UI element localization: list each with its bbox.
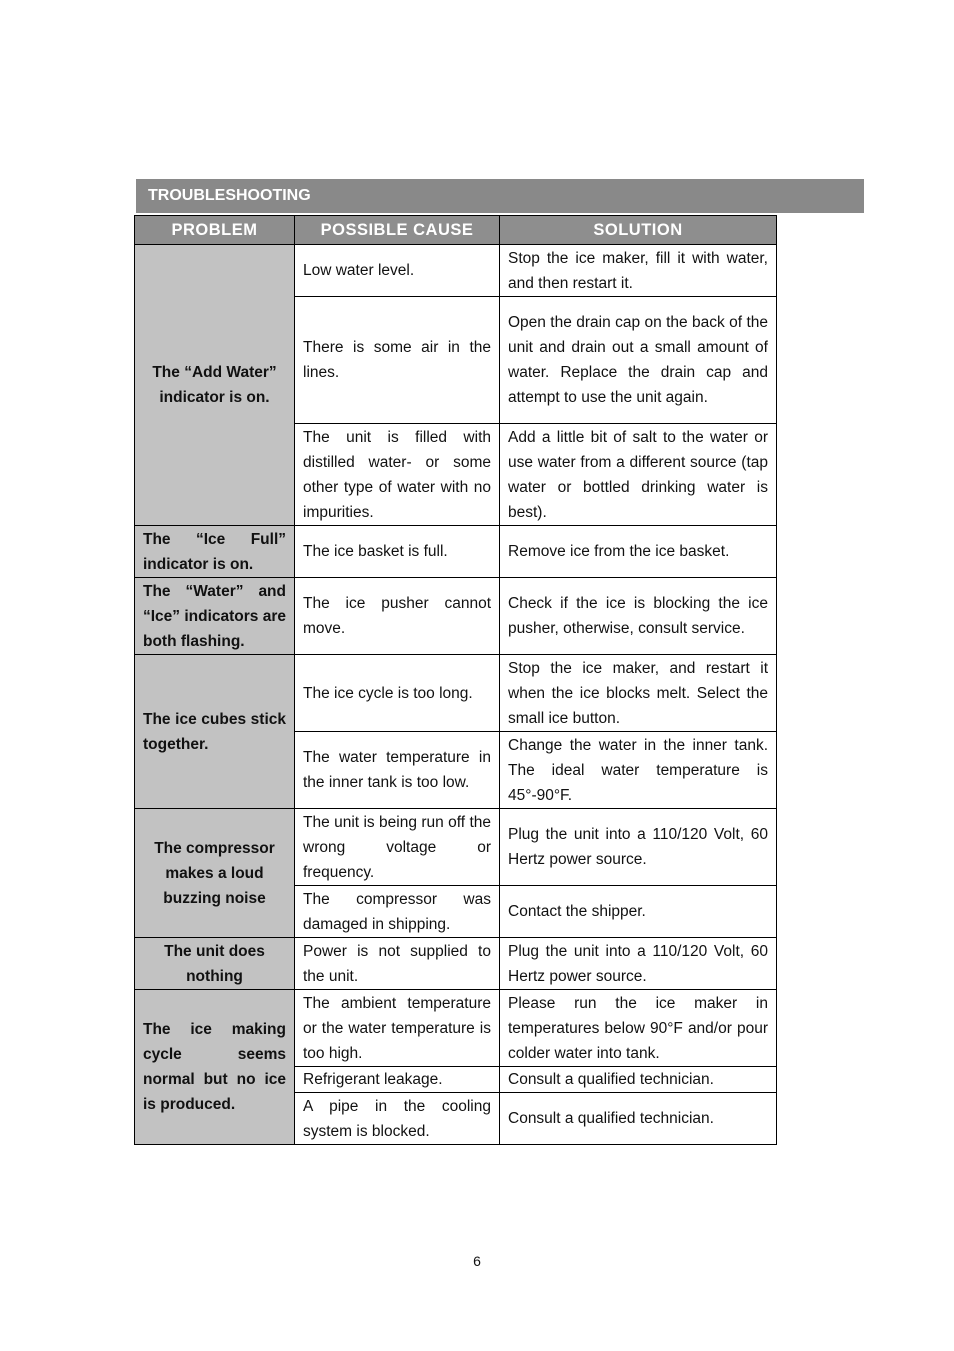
cause-cell: The water temperature in the inner tank is too low.: [295, 732, 500, 809]
table-row: [135, 990, 777, 1067]
header-problem: PROBLEM: [135, 216, 295, 245]
solution-cell: Change the water in the inner tank. The ideal water temperature is 45°-90°F.: [500, 732, 777, 809]
problem-add-water: The “Add Water” indicator is on.: [135, 245, 295, 526]
cause-cell: The ice pusher cannot move.: [295, 578, 500, 655]
solution-cell: Stop the ice maker, and restart it when the ice blocks melt. Select the small ice button.: [500, 655, 777, 732]
table-row: [135, 245, 777, 297]
problem-indicators-flashing: The “Water” and “Ice” indicators are both flashing.: [135, 578, 295, 655]
header-possible-cause: POSSIBLE CAUSE: [295, 216, 500, 245]
solution-cell: Plug the unit into a 110/120 Volt, 60 Hertz power source.: [500, 938, 777, 990]
table-row: [135, 578, 777, 655]
problem-ice-full: The “Ice Full” indicator is on.: [135, 526, 295, 578]
cause-cell: A pipe in the cooling system is blocked.: [295, 1093, 500, 1145]
solution-cell: Stop the ice maker, fill it with water, and then restart it.: [500, 245, 777, 297]
cause-cell: Power is not supplied to the unit.: [295, 938, 500, 990]
table-row: [135, 809, 777, 886]
cause-cell: The ice cycle is too long.: [295, 655, 500, 732]
header-solution: SOLUTION: [500, 216, 777, 245]
problem-no-ice-produced: The ice making cycle seems normal but no ice is produced.: [135, 990, 295, 1145]
cause-cell: The unit is being run off the wrong voltage or frequency.: [295, 809, 500, 886]
solution-cell: Check if the ice is blocking the ice pusher, otherwise, consult service.: [500, 578, 777, 655]
solution-cell: Plug the unit into a 110/120 Volt, 60 Hertz power source.: [500, 809, 777, 886]
cause-cell: The ice basket is full.: [295, 526, 500, 578]
problem-unit-does-nothing: The unit does nothing: [135, 938, 295, 990]
cause-cell: Low water level.: [295, 245, 500, 297]
cause-cell: The compressor was damaged in shipping.: [295, 886, 500, 938]
section-title: TROUBLESHOOTING: [136, 179, 864, 213]
cause-cell: The ambient temperature or the water temperature is too high.: [295, 990, 500, 1067]
troubleshooting-table: [134, 215, 777, 1145]
cause-cell: There is some air in the lines.: [295, 297, 500, 424]
table-row: [135, 938, 777, 990]
page-number: 6: [473, 1253, 481, 1269]
cause-cell: The unit is filled with distilled water- or some other type of water with no impurities.: [295, 424, 500, 526]
table-header-row: [135, 216, 777, 245]
solution-cell: Please run the ice maker in temperatures below 90°F and/or pour colder water into tank.: [500, 990, 777, 1067]
problem-compressor-noise: The compressor makes a loud buzzing noise: [135, 809, 295, 938]
table-row: [135, 526, 777, 578]
solution-cell: Consult a qualified technician.: [500, 1093, 777, 1145]
solution-cell: Consult a qualified technician.: [500, 1067, 777, 1093]
table-row: [135, 655, 777, 732]
cause-cell: Refrigerant leakage.: [295, 1067, 500, 1093]
solution-cell: Add a little bit of salt to the water or use water from a different source (tap water or bottled drinking water is best).: [500, 424, 777, 526]
solution-cell: Open the drain cap on the back of the unit and drain out a small amount of water. Replace the drain cap and attempt to use the unit again.: [500, 297, 777, 424]
solution-cell: Remove ice from the ice basket.: [500, 526, 777, 578]
problem-ice-cubes-stick: The ice cubes stick together.: [135, 655, 295, 809]
solution-cell: Contact the shipper.: [500, 886, 777, 938]
